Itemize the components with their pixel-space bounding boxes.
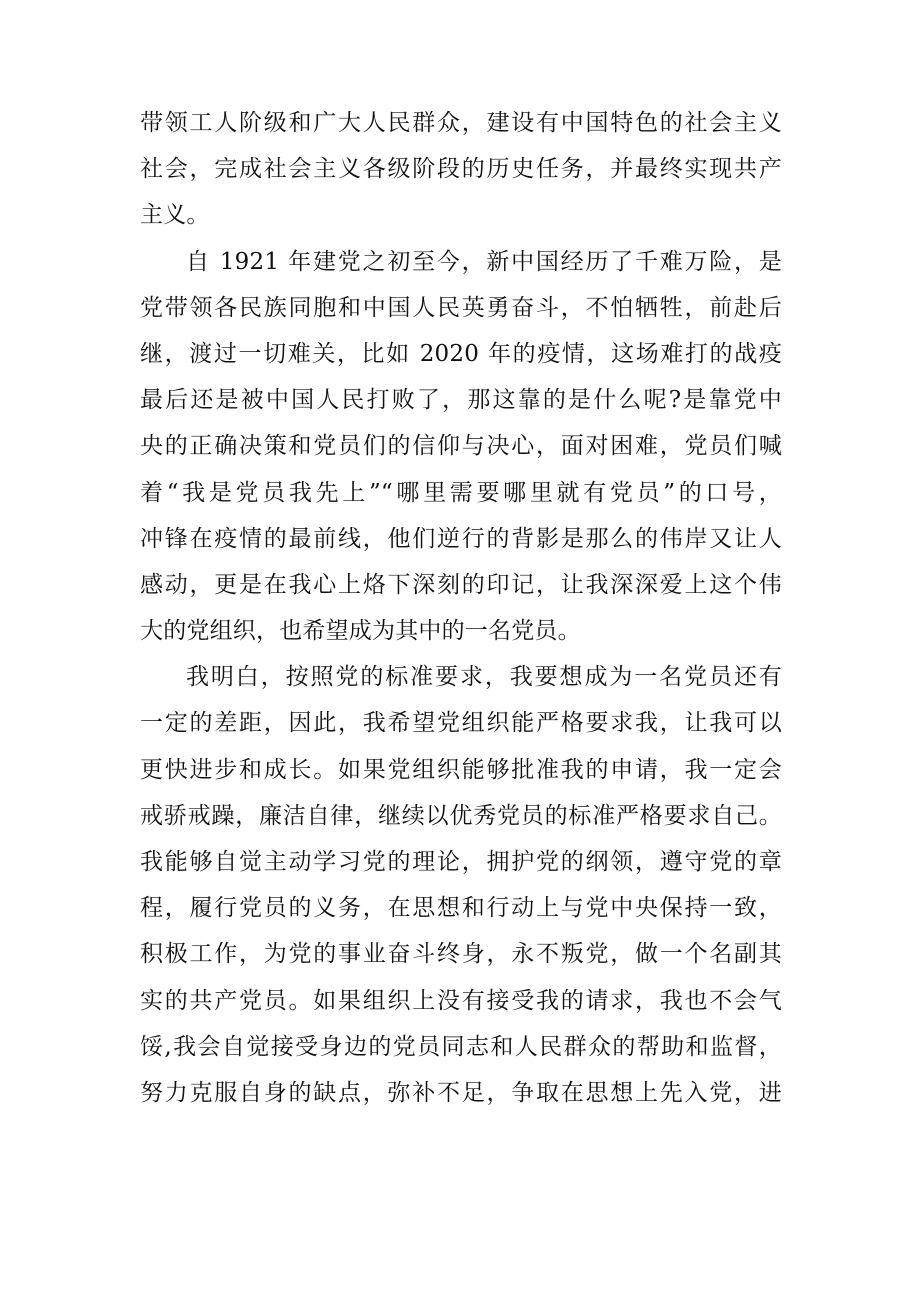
text-line: 馁,我会自觉接受身边的党员同志和人民群众的帮助和监督，	[140, 1033, 782, 1060]
text-line: 着“我是党员我先上”“哪里需要哪里就有党员”的口号，	[140, 479, 782, 506]
document-body	[140, 100, 782, 1116]
text-line: 戒骄戒躁，廉洁自律，继续以优秀党员的标准严格要求自己。	[140, 802, 782, 829]
text-line: 感动，更是在我心上烙下深刻的印记，让我深深爱上这个伟	[140, 571, 782, 598]
text-line: 我能够自觉主动学习党的理论，拥护党的纲领，遵守党的章	[140, 849, 782, 875]
text-line: 央的正确决策和党员们的信仰与决心，面对困难，党员们喊	[140, 433, 782, 460]
text-line: 最后还是被中国人民打败了，那这靠的是什么呢?是靠党中	[140, 387, 782, 414]
text-line: 主义。	[140, 202, 210, 229]
text-line: 社会，完成社会主义各级阶段的历史任务，并最终实现共产	[140, 156, 782, 183]
text-line: 我明白，按照党的标准要求，我要想成为一名党员还有	[186, 664, 782, 691]
text-line: 党带领各民族同胞和中国人民英勇奋斗，不怕牺牲，前赴后	[140, 294, 782, 321]
text-line: 努力克服自身的缺点，弥补不足，争取在思想上先入党，进	[140, 1079, 782, 1106]
text-line: 自 1921 年建党之初至今，新中国经历了千难万险，是	[186, 248, 782, 275]
text-line: 程，履行党员的义务，在思想和行动上与党中央保持一致，	[140, 895, 782, 922]
text-line: 积极工作，为党的事业奋斗终身，永不叛党，做一个名副其	[140, 941, 782, 968]
text-line: 冲锋在疫情的最前线，他们逆行的背影是那么的伟岸又让人	[140, 525, 782, 552]
text-line: 大的党组织，也希望成为其中的一名党员。	[140, 618, 581, 645]
text-line: 更快进步和成长。如果党组织能够批准我的申请，我一定会	[140, 756, 782, 783]
text-line: 一定的差距，因此，我希望党组织能严格要求我，让我可以	[140, 710, 782, 737]
text-line: 实的共产党员。如果组织上没有接受我的请求，我也不会气	[140, 987, 782, 1014]
text-line: 带领工人阶级和广大人民群众，建设有中国特色的社会主义	[140, 110, 782, 136]
text-line: 继，渡过一切难关，比如 2020 年的疫情，这场难打的战疫	[140, 340, 782, 367]
